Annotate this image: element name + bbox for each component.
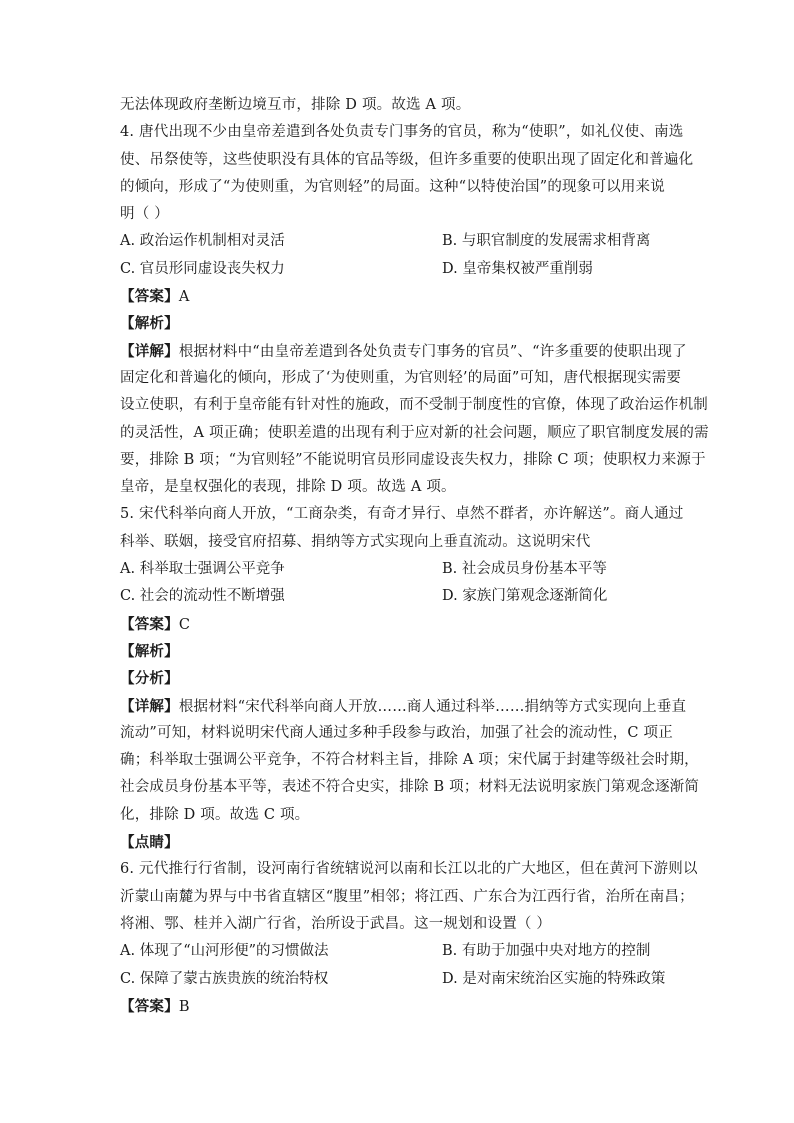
option-right: B. 有助于加强中央对地方的控制 [442, 943, 651, 960]
text-line: 6. 元代推行行省制，设河南行省统辖说河以南和长江以北的广大地区，但在黄河下游则以 [120, 861, 698, 878]
section-line [120, 283, 680, 310]
text-line: 科举、联姻，接受官府招募、捐纳等方式实现向上垂直流动。这说明宋代 [120, 533, 591, 550]
answer-options-row [120, 256, 680, 283]
option-left: C. 官员形同虚设丧失权力 [120, 260, 285, 277]
section-tag: 【答案】 [120, 288, 179, 306]
section-text: A [178, 289, 190, 306]
section-text: 根据材料“宋代科举向商人开放……商人通过科举……捐纳等方式实现向上垂直 [178, 698, 687, 715]
section-tag: 【解析】 [120, 315, 179, 333]
section-line [120, 993, 680, 1020]
text-line: 将湘、鄂、桂并入湖广行省，治所设于武昌。这一规划和设置（ ） [120, 915, 552, 932]
text-line: 流动”可知，材料说明宋代商人通过多种手段参与政治，加强了社会的流动性，C 项正 [120, 724, 673, 741]
answer-options-row [120, 556, 680, 583]
option-left: C. 保障了蒙古族贵族的统治特权 [120, 970, 329, 987]
text-line: 无法体现政府垄断边境互市，排除 D 项。故选 A 项。 [120, 97, 471, 113]
section-line [120, 310, 680, 337]
text-line: 社会成员身份基本平等，表述不符合史实，排除 B 项；材料无法说明家族门第观念逐渐简 [120, 779, 700, 796]
text-line: 固定化和普遍化的倾向，形成了‘为使则重，为官则轻’的局面”可知，唐代根据现实需要 [120, 369, 682, 386]
section-tag: 【答案】 [120, 615, 179, 633]
section-line [120, 693, 687, 720]
section-line [120, 338, 687, 365]
answer-options-row [120, 228, 680, 255]
option-left: A. 科举取士强调公平竞争 [120, 561, 285, 578]
option-left: C. 社会的流动性不断增强 [120, 588, 285, 605]
section-tag: 【分析】 [120, 670, 179, 688]
section-text: B [178, 998, 190, 1015]
text-line: 的倾向，形成了“为使则重，为官则轻”的局面。这种“以特使治国”的现象可以用来说 [120, 178, 665, 195]
text-line: 4. 唐代出现不少由皇帝差遣到各处负责专门事务的官员，称为“使职”，如礼仪使、南选 [120, 124, 684, 141]
section-tag: 【详解】 [120, 697, 179, 715]
section-text: 根据材料中“由皇帝差遣到各处负责专门事务的官员”、“许多重要的使职出现了 [178, 343, 687, 360]
section-tag: 【点睛】 [120, 834, 179, 852]
text-line: 5. 宋代科举向商人开放，“工商杂类，有奇才异行、卓然不群者，亦许解送”。商人通过 [120, 506, 684, 523]
option-right: D. 皇帝集权被严重削弱 [442, 260, 593, 277]
section-text: C [178, 616, 191, 633]
option-right: B. 社会成员身份基本平等 [442, 561, 607, 578]
text-line: 设立使职，有利于皇帝能有针对性的施政，而不受制于制度性的官僚，体现了政治运作机制 [120, 397, 708, 414]
option-right: D. 是对南宋统治区实施的特殊政策 [442, 970, 666, 987]
text-line: 皇帝，是皇权强化的表现，排除 D 项。故选 A 项。 [120, 479, 456, 496]
text-line: 使、吊祭使等，这些使职没有具体的官品等级，但许多重要的使职出现了固定化和普遍化 [120, 151, 694, 168]
section-tag: 【答案】 [120, 997, 179, 1015]
option-left: A. 政治运作机制相对灵活 [120, 233, 285, 250]
section-tag: 【解析】 [120, 642, 179, 660]
document-page [120, 92, 709, 1020]
option-right: B. 与职官制度的发展需求相背离 [442, 233, 651, 250]
section-line [120, 611, 680, 638]
answer-options-row [120, 938, 680, 965]
text-line: 明（ ） [120, 206, 169, 223]
answer-options-row [120, 583, 680, 610]
text-line: 沂蒙山南麓为界与中书省直辖区“腹里”相邻；将江西、广东合为江西行省，治所在南昌； [120, 888, 694, 905]
section-tag: 【详解】 [120, 342, 179, 360]
section-line [120, 829, 680, 856]
option-left: A. 体现了“山河形便”的习惯做法 [120, 943, 329, 960]
text-line: 化，排除 D 项。故选 C 项。 [120, 806, 310, 823]
text-line: 要，排除 B 项；“为官则轻”不能说明官员形同虚设丧失权力，排除 C 项；使职权力来源于 [120, 451, 706, 468]
answer-options-row [120, 966, 680, 993]
option-right: D. 家族门第观念逐渐简化 [442, 588, 608, 605]
text-line: 确；科举取士强调公平竞争，不符合材料主旨，排除 A 项；宋代属于封建等级社会时期， [120, 752, 699, 769]
text-line: 的灵活性，A 项正确；使职差遣的出现有利于应对新的社会问题，顺应了职官制度发展的需 [120, 424, 709, 441]
section-line [120, 638, 680, 665]
section-line [120, 665, 680, 692]
